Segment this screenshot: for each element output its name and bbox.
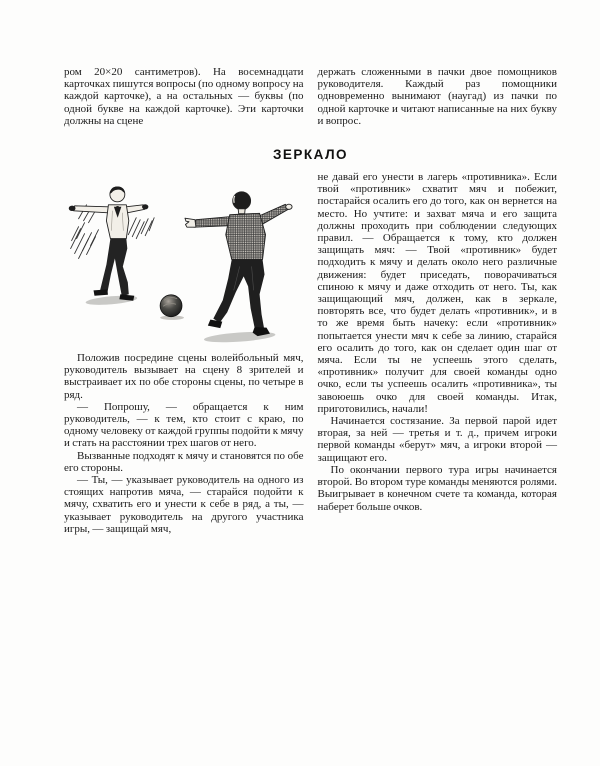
paragraph: — Ты, — указывает руководитель на одного из стоящих напротив мяча, — старайся подойти к мячу, схватить его и унести к себе в ряд, а ты, — указывает руководитель на другого участника игры, — защищай мяч, [64, 474, 304, 535]
volleyball [160, 295, 184, 320]
paragraph: Вызванные подходят к мячу и становятся по обе его стороны. [64, 449, 304, 474]
left-column [64, 171, 304, 535]
right-column [318, 171, 558, 535]
paragraph-right-continuation: держать сложенными в пачки двое помощников руководителя. Каждый раз помощники одновременно вынимают (наугад) из пачки по одной карточке и читают написанные на них букву и вопрос. [317, 66, 557, 127]
main-text-row [64, 171, 557, 535]
paragraph-left-continuation: ром 20×20 сантиметров). На восемнадцати карточках пишутся вопросы (по одному вопросу на каждой карточке), а на остальных — буквы (по одной букве на каждой карточке). Эти карточки должны на сцене [64, 66, 304, 127]
illustration-mirror-game [64, 171, 304, 348]
top-text-row [64, 66, 557, 127]
right-column-top [318, 66, 558, 127]
paragraph: Положив посредине сцены волейбольный мяч, руководитель вызывает на сцену 8 зрителей и выстраивает их по обе стороны сцены, по четыре в ряд. [64, 352, 304, 401]
paragraph: По окончании первого тура игры начинается второй. Во втором туре команды меняются ролями. Выигрывает в конечном счете та команда, которая наберет больше очков. [317, 463, 557, 513]
left-column-top [64, 66, 304, 127]
right-boy-figure [185, 192, 292, 344]
section-heading: ЗЕРКАЛО [272, 147, 349, 163]
paragraph: Начинается состязание. За первой парой идет вторая, за ней — третья и т. д., причем игроки первой команды «берут» мяч, а игроки второй — защищают его. [317, 415, 557, 464]
paragraph: не давай его унести в лагерь «противника». Если твой «противник» схватит мяч и побежит, постарайся осалить его до того, как он вернется на место. Но учтите: и захват мяча и его защита должны проходить при соблюдении следующих правил. — Обращается к тому, кто должен защищать мяч: — Твой «противник» будет подходить к мячу и делать около него различные движения: будет приседать, поворачиваться спиною к мячу и даже отходить от него. Ты, как защищающий мяч, должен, как в зеркале, повторять все, что будет делать «противник», и в то же время быть начеку: если «противник» попытается унести мяч к себе за линию, старайся его осалить до того, как он сделает один шаг от мяча. Если ты не успеешь этого сделать, «противник» получит для своей команды одно очко, если ты успеешь осалить «противника», ты завоюешь очко для своей команды. Итак, приготовились, начали! [317, 171, 557, 415]
paragraph: — Попрошу, — обращается к ним руководитель, — к тем, кто стоит с краю, по одному человеку от каждой группы подойти к мячу и стать на расстоянии трех шагов от него. [64, 400, 304, 450]
left-boy-figure [69, 187, 149, 307]
